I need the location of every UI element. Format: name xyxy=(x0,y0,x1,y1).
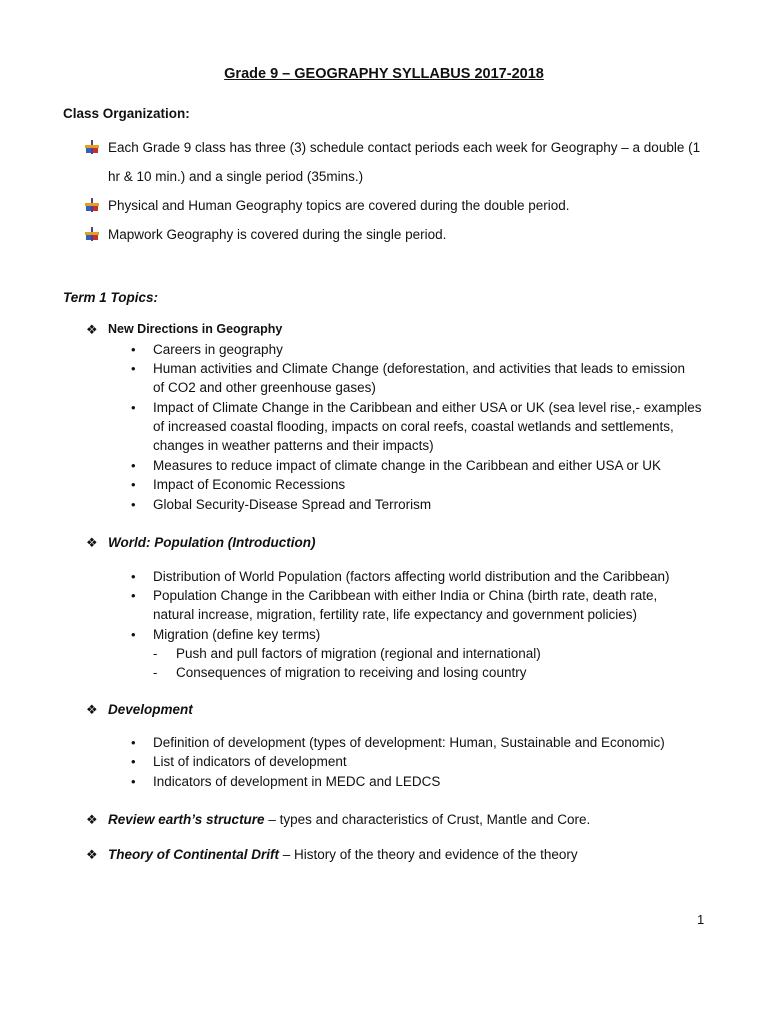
list-item: Global Security-Disease Spread and Terrorism xyxy=(153,497,432,512)
list-item: Indicators of development in MEDC and LEDCS xyxy=(153,774,441,789)
list-item: Human activities and Climate Change (deforestation, and activities that leads to emission xyxy=(153,361,686,376)
bullet-icon: • xyxy=(131,361,136,376)
topic-description: – History of the theory and evidence of the theory xyxy=(279,847,578,862)
bullet-icon: • xyxy=(131,754,136,769)
list-item-continued: of increased coastal flooding, impacts on coral reefs, coastal wetlands and settlements, xyxy=(153,419,674,434)
list-item: Definition of development (types of development: Human, Sustainable and Economic) xyxy=(153,735,665,750)
diamond-bullet-icon: ❖ xyxy=(86,702,98,717)
list-item: Measures to reduce impact of climate change in the Caribbean and either USA or UK xyxy=(153,458,662,473)
class-org-item: Mapwork Geography is covered during the single period. xyxy=(108,227,447,242)
bullet-icon: • xyxy=(131,627,136,642)
list-item: Impact of Economic Recessions xyxy=(153,477,346,492)
flag-bullet-icon xyxy=(85,227,99,241)
bullet-icon: • xyxy=(131,497,136,512)
topic-title-population: World: Population (Introduction) xyxy=(108,535,316,550)
list-item: Distribution of World Population (factors affecting world distribution and the Caribbean) xyxy=(153,569,670,584)
topic-title-continental-drift: Theory of Continental Drift xyxy=(108,847,279,862)
bullet-icon: • xyxy=(131,569,136,584)
list-item: Population Change in the Caribbean with either India or China (birth rate, death rate, xyxy=(153,588,658,603)
list-item-continued: changes in weather patterns and their impacts) xyxy=(153,438,434,453)
flag-bullet-icon xyxy=(85,198,99,212)
page-title: Grade 9 – GEOGRAPHY SYLLABUS 2017-2018 xyxy=(224,66,544,82)
class-org-item: Physical and Human Geography topics are covered during the double period. xyxy=(108,198,570,213)
diamond-bullet-icon: ❖ xyxy=(86,322,98,337)
topic-title-earth-structure: Review earth’s structure xyxy=(108,812,265,827)
diamond-bullet-icon: ❖ xyxy=(86,535,98,550)
bullet-icon: • xyxy=(131,774,136,789)
list-item-continued: of CO2 and other greenhouse gases) xyxy=(153,380,376,395)
flag-bullet-icon xyxy=(85,140,99,154)
bullet-icon: • xyxy=(131,477,136,492)
dash-bullet-icon: - xyxy=(153,646,158,661)
class-org-item-continued: hr & 10 min.) and a single period (35mins.) xyxy=(108,169,364,184)
list-item: Careers in geography xyxy=(153,342,283,357)
bullet-icon: • xyxy=(131,458,136,473)
diamond-bullet-icon: ❖ xyxy=(86,847,98,862)
class-org-item: Each Grade 9 class has three (3) schedule contact periods each week for Geography – a double (1 xyxy=(108,140,701,155)
bullet-icon: • xyxy=(131,588,136,603)
class-organization-heading: Class Organization: xyxy=(63,106,190,121)
topic-title-new-directions: New Directions in Geography xyxy=(108,322,283,336)
list-item: List of indicators of development xyxy=(153,754,347,769)
dash-bullet-icon: - xyxy=(153,665,158,680)
bullet-icon: • xyxy=(131,342,136,357)
sub-list-item: Push and pull factors of migration (regional and international) xyxy=(176,646,541,661)
topic-description: – types and characteristics of Crust, Mantle and Core. xyxy=(264,812,591,827)
term-1-heading: Term 1 Topics: xyxy=(63,290,159,305)
topic-title-development: Development xyxy=(108,702,193,717)
sub-list-item: Consequences of migration to receiving and losing country xyxy=(176,665,527,680)
page-number: 1 xyxy=(697,912,705,927)
list-item-continued: natural increase, migration, fertility rate, life expectancy and government policies) xyxy=(153,607,637,622)
topic-earth-structure xyxy=(108,810,590,829)
diamond-bullet-icon: ❖ xyxy=(86,812,98,827)
topic-continental-drift xyxy=(108,845,578,864)
list-item: Impact of Climate Change in the Caribbean and either USA or UK (sea level rise,- examples xyxy=(153,400,702,415)
list-item: Migration (define key terms) xyxy=(153,627,321,642)
bullet-icon: • xyxy=(131,735,136,750)
bullet-icon: • xyxy=(131,400,136,415)
